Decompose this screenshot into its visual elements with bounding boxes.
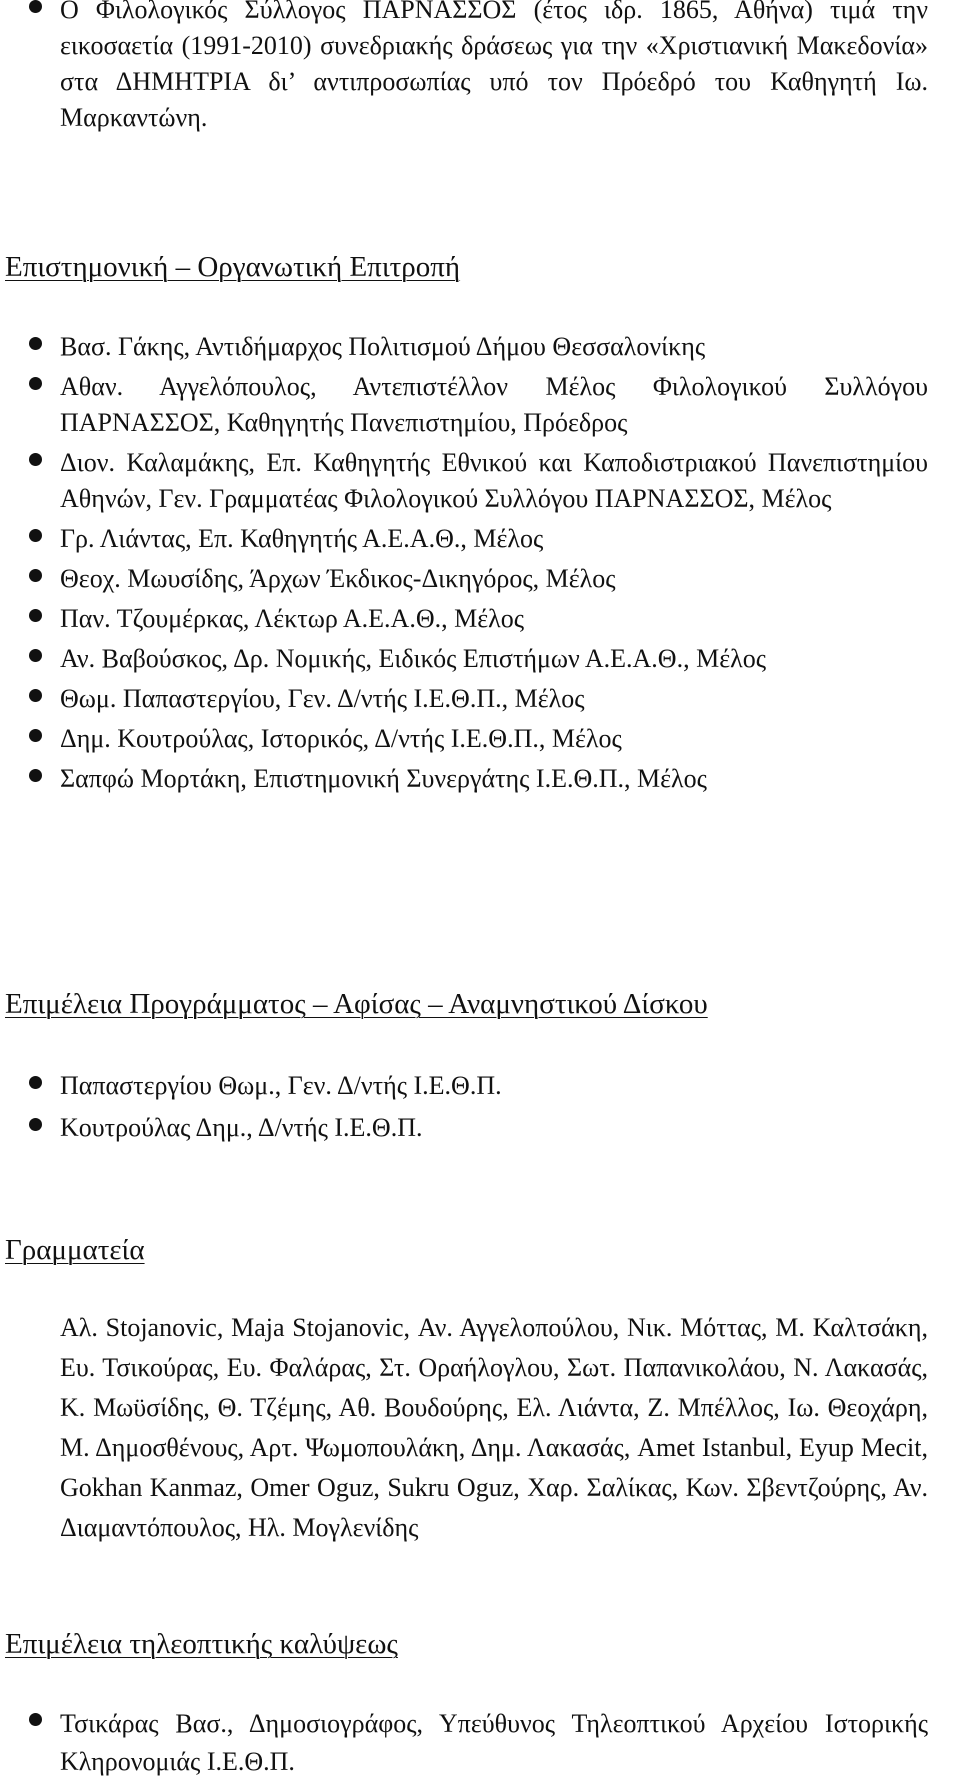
committee-list [0,329,928,797]
list-item [0,1705,928,1781]
list-item-text: Σαπφώ Μορτάκη, Επιστημονική Συνεργάτης Ι.Ε.Θ.Π., Μέλος [60,764,707,793]
program-list [0,1068,928,1146]
list-item-text: Διον. Καλαμάκης, Επ. Καθηγητής Εθνικού και Καποδιστριακού Πανεπιστημίου Αθηνών, Γεν. Γραμματέας Φιλολογικού Συλλόγου ΠΑΡΝΑΣΣΟΣ, Μέλος [60,448,928,513]
secretariat-heading: Γραμματεία [5,1234,145,1266]
bullet-icon [29,453,42,466]
list-item-text: Αν. Βαβούσκος, Δρ. Νομικής, Ειδικός Επιστήμων Α.Ε.Α.Θ., Μέλος [60,644,767,673]
tv-heading: Επιμέλεια τηλεοπτικής καλύψεως [5,1628,398,1660]
list-item-text: Τσικάρας Βασ., Δημοσιογράφος, Υπεύθυνος Τηλεοπτικού Αρχείου Ιστορικής Κληρονομιάς Ι.Ε.Θ.Π. [60,1709,928,1776]
bullet-icon [29,1118,42,1131]
bullet-icon [29,729,42,742]
list-item [0,1068,928,1104]
secretariat-text: Αλ. Stojanovic, Maja Stojanovic, Αν. Αγγελοπούλου, Νικ. Μόττας, Μ. Καλτσάκη, Ευ. Τσικούρας, Ευ. Φαλάρας, Στ. Οραήλογλου, Σωτ. Παπανικολάου, Ν. Λακασάς, Κ. Μωϋσίδης, Θ. Τζέμης, Αθ. Βουδούρης, Ελ. Λιάντα, Ζ. Μπέλλος, Ιω. Θεοχάρη, Μ. Δημοσθένους, Αρτ. Ψωμοπουλάκη, Δημ. Λακασάς, Amet Istanbul, Eyup Mecit, Gokhan Kanmaz, Omer Oguz, Sukru Oguz, Χαρ. Σαλίκας, Κων. Σβεντζούρης, Αν. Διαμαντόπουλος, Ηλ. Μογλενίδης [60,1313,928,1542]
bullet-icon [29,569,42,582]
bullet-icon [29,689,42,702]
bullet-icon [29,649,42,662]
list-item [0,369,928,441]
list-item [0,601,928,637]
tv-list [0,1705,928,1781]
list-item [0,641,928,677]
bullet-icon [29,1076,42,1089]
list-item-text: Παν. Τζουμέρκας, Λέκτωρ Α.Ε.Α.Θ., Μέλος [60,604,525,633]
list-item [0,445,928,517]
bullet-icon [29,609,42,622]
list-item [0,329,928,365]
list-item-text: Ο Φιλολογικός Σύλλογος ΠΑΡΝΑΣΣΟΣ (έτος ιδρ. 1865, Αθήνα) τιμά την εικοσαετία (1991-2010) συνεδριακής δράσεως για την «Χριστιανική Μακεδονία» στα ΔΗΜΗΤΡΙΑ δι’ αντιπροσωπίας υπό τον Πρόεδρό του Καθηγητή Ιω. Μαρκαντώνη. [60,0,928,132]
bullet-icon [29,337,42,350]
bullet-icon [29,769,42,782]
list-item [0,1110,928,1146]
list-item [0,721,928,757]
list-item [0,521,928,557]
list-item [0,561,928,597]
list-item-text: Αθαν. Αγγελόπουλος, Αντεπιστέλλον Μέλος Φιλολογικού Συλλόγου ΠΑΡΝΑΣΣΟΣ, Καθηγητής Πανεπιστημίου, Πρόεδρος [60,372,928,437]
list-item [0,761,928,797]
list-item-text: Θεοχ. Μωυσίδης, Άρχων Έκδικος-Δικηγόρος, Μέλος [60,564,616,593]
bullet-icon [29,377,42,390]
list-item-text: Παπαστεργίου Θωμ., Γεν. Δ/ντής Ι.Ε.Θ.Π. [60,1071,502,1100]
list-item-text: Δημ. Κουτρούλας, Ιστορικός, Δ/ντής Ι.Ε.Θ.Π., Μέλος [60,724,622,753]
bullet-icon [29,0,42,13]
list-item [0,0,928,136]
program-heading: Επιμέλεια Προγράμματος – Αφίσας – Αναμνηστικού Δίσκου [5,988,708,1020]
bullet-icon [29,529,42,542]
list-item [0,681,928,717]
bullet-icon [29,1713,42,1726]
committee-heading: Επιστημονική – Οργανωτική Επιτροπή [5,251,461,283]
intro-list [0,0,928,136]
list-item-text: Κουτρούλας Δημ., Δ/ντής Ι.Ε.Θ.Π. [60,1113,423,1142]
list-item-text: Γρ. Λιάντας, Επ. Καθηγητής Α.Ε.Α.Θ., Μέλος [60,524,544,553]
list-item-text: Βασ. Γάκης, Αντιδήμαρχος Πολιτισμού Δήμου Θεσσαλονίκης [60,332,706,361]
list-item-text: Θωμ. Παπαστεργίου, Γεν. Δ/ντής Ι.Ε.Θ.Π., Μέλος [60,684,585,713]
